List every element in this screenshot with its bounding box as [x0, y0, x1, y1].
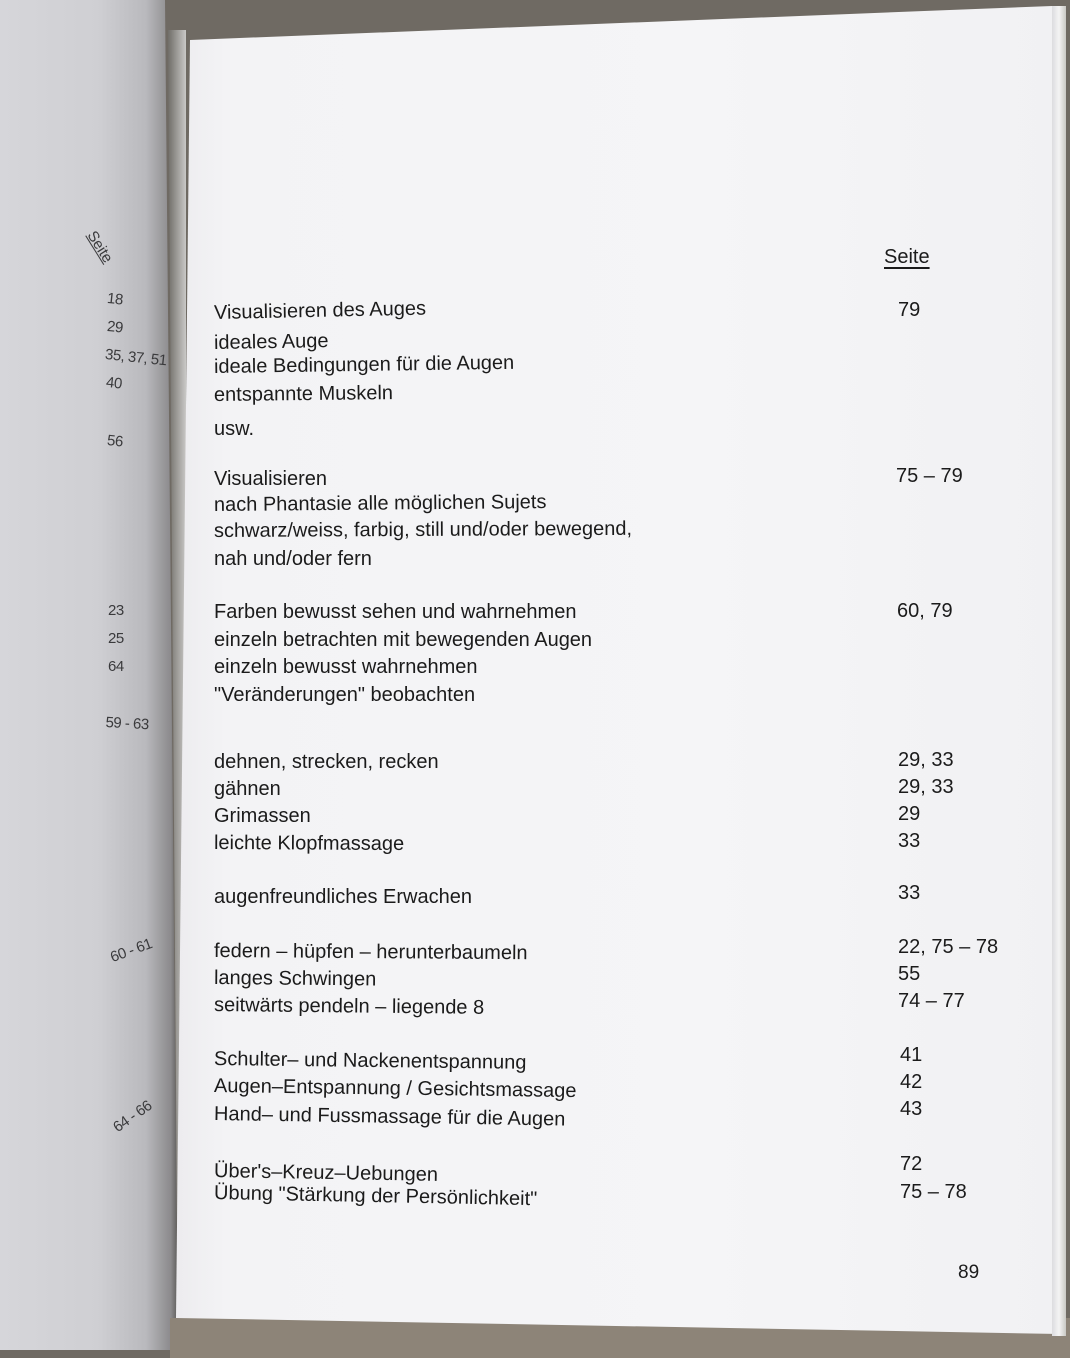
index-line: entspannte Muskeln [213, 382, 394, 406]
index-line: gähnen [214, 778, 281, 800]
index-line: schwarz/weiss, farbig, still und/oder bewegend, [213, 517, 633, 542]
left-page-heading: Seite [83, 228, 117, 267]
index-line: ideales Auge [213, 330, 329, 354]
left-page-number: 40 [105, 374, 123, 393]
index-line: Visualisieren [214, 468, 328, 490]
index-line: usw. [214, 418, 255, 440]
index-line: Schulter– und Nackenentspannung [213, 1048, 527, 1074]
page-number: 89 [958, 1262, 980, 1283]
index-line: ideale Bedingungen für die Augen [213, 351, 515, 378]
left-page-number: 35, 37, 51 [104, 346, 168, 370]
page-reference: 60, 79 [897, 600, 953, 622]
left-page-number: 23 [108, 602, 124, 619]
page-reference: 41 [900, 1044, 923, 1066]
page-reference: 29, 33 [898, 749, 954, 771]
page-reference: 74 – 77 [898, 990, 965, 1012]
index-line: dehnen, strecken, recken [214, 751, 439, 773]
left-page-number: 56 [106, 432, 124, 451]
index-line: nach Phantasie alle möglichen Sujets [213, 491, 547, 516]
index-line: einzeln betrachten mit bewegenden Augen [214, 629, 593, 651]
index-line: Visualisieren des Auges [213, 297, 427, 324]
index-line: Übung "Stärkung der Persönlichkeit" [213, 1182, 538, 1211]
index-line: "Veränderungen" beobachten [214, 684, 476, 706]
page-reference: 75 – 78 [900, 1181, 967, 1203]
page-reference: 79 [898, 299, 921, 321]
page-reference: 22, 75 – 78 [898, 936, 999, 958]
left-page-number: 18 [106, 290, 124, 309]
left-page-number: 29 [106, 318, 124, 337]
index-line: Augen–Entspannung / Gesichtsmassage [213, 1075, 577, 1103]
page-reference: 33 [898, 830, 921, 852]
index-line: langes Schwingen [213, 967, 377, 991]
index-line: Hand– und Fussmassage für die Augen [213, 1103, 566, 1131]
index-line: federn – hüpfen – herunterbaumeln [213, 940, 528, 965]
index-line: nah und/oder fern [214, 548, 372, 570]
left-page-number: 25 [108, 630, 124, 647]
index-line: Über's–Kreuz–Uebungen [213, 1160, 439, 1186]
page-column-heading: Seite [884, 246, 930, 268]
index-line: Farben bewusst sehen und wahrnehmen [214, 601, 577, 623]
page-reference: 55 [898, 963, 921, 985]
page-reference: 29, 33 [898, 776, 954, 798]
index-line: leichte Klopfmassage [213, 832, 405, 855]
page-reference: 29 [898, 803, 921, 825]
page-reference: 33 [898, 882, 921, 904]
page-reference: 42 [900, 1071, 923, 1093]
page-reference: 75 – 79 [896, 465, 963, 487]
left-page-number: 64 [108, 658, 124, 675]
index-line: seitwärts pendeln – liegende 8 [213, 994, 485, 1019]
left-page-number: 64 - 66 [110, 1097, 156, 1136]
page-reference: 72 [900, 1153, 923, 1175]
page-reference: 43 [900, 1098, 923, 1120]
left-page-number: 60 - 61 [108, 935, 155, 966]
index-line: augenfreundliches Erwachen [214, 886, 472, 908]
left-page-number: 59 - 63 [105, 714, 150, 734]
index-line: einzeln bewusst wahrnehmen [214, 656, 478, 678]
index-line: Grimassen [214, 805, 311, 827]
